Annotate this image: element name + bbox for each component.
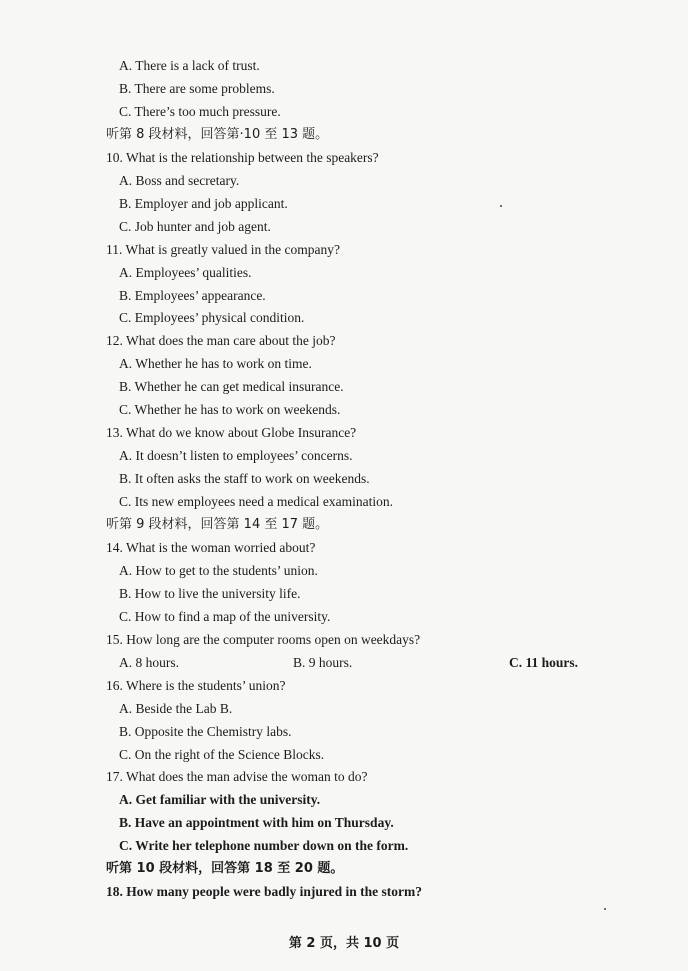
answer-option: B. There are some problems. [119,80,275,96]
answer-option: C. There’s too much pressure. [119,103,281,119]
answer-option: C. How to find a map of the university. [119,608,331,624]
question-stem: 13. What do we know about Globe Insurance? [106,425,357,441]
answer-option: A. How to get to the students’ union. [119,562,318,578]
section-instruction: 听第 10 段材料，回答第 18 至 20 题。 [106,861,344,877]
answer-option: A. Whether he has to work on time. [119,356,312,372]
answer-option: C. On the right of the Science Blocks. [119,746,325,762]
option-b: B. 9 hours. [293,654,353,670]
question-stem: 14. What is the woman worried about? [106,539,316,555]
answer-option: B. Employees’ appearance. [119,287,266,303]
answer-option: B. Have an appointment with him on Thursday. [119,815,394,831]
answer-option: B. Employer and job applicant. [119,195,288,211]
scan-speck [604,908,606,910]
answer-option: A. There is a lack of trust. [119,58,260,73]
section-instruction: 听第 8 段材料，回答第·10 至 13 题。 [106,126,329,142]
answer-option: A. Boss and secretary. [119,172,240,188]
answer-option: A. Get familiar with the university. [119,792,321,808]
answer-option: B. Opposite the Chemistry labs. [119,723,292,739]
answer-option: B. How to live the university life. [119,585,301,601]
question-stem: 17. What does the man advise the woman to do? [106,769,368,785]
answer-option: C. Its new employees need a medical examination. [119,494,394,510]
scan-speck [500,205,502,207]
question-stem: 10. What is the relationship between the speakers? [106,149,379,165]
question-stem: 15. How long are the computer rooms open on weekdays? [106,631,421,647]
section-instruction: 听第 9 段材料，回答第 14 至 17 题。 [106,517,329,532]
answer-option: C. Job hunter and job agent. [119,218,271,234]
option-a: A. 8 hours. [119,654,179,670]
answer-option: A. Employees’ qualities. [119,264,252,280]
answer-option: A. Beside the Lab B. [119,700,233,716]
page-number-footer: 第 2 页，共 10 页 [288,936,400,951]
answer-option: C. Whether he has to work on weekends. [119,402,341,418]
answer-option: C. Employees’ physical condition. [119,310,305,326]
answer-option: B. Whether he can get medical insurance. [119,379,344,395]
answer-option: C. Write her telephone number down on the form. [119,838,409,854]
question-stem: 11. What is greatly valued in the company? [106,241,340,257]
option-c: C. 11 hours. [509,654,579,670]
question-stem: 12. What does the man care about the job? [106,333,336,349]
question-stem: 16. Where is the students’ union? [106,677,286,693]
answer-option: A. It doesn’t listen to employees’ concerns. [119,448,353,464]
question-stem: 18. How many people were badly injured in the storm? [106,884,423,900]
answer-option: B. It often asks the staff to work on weekends. [119,471,370,487]
